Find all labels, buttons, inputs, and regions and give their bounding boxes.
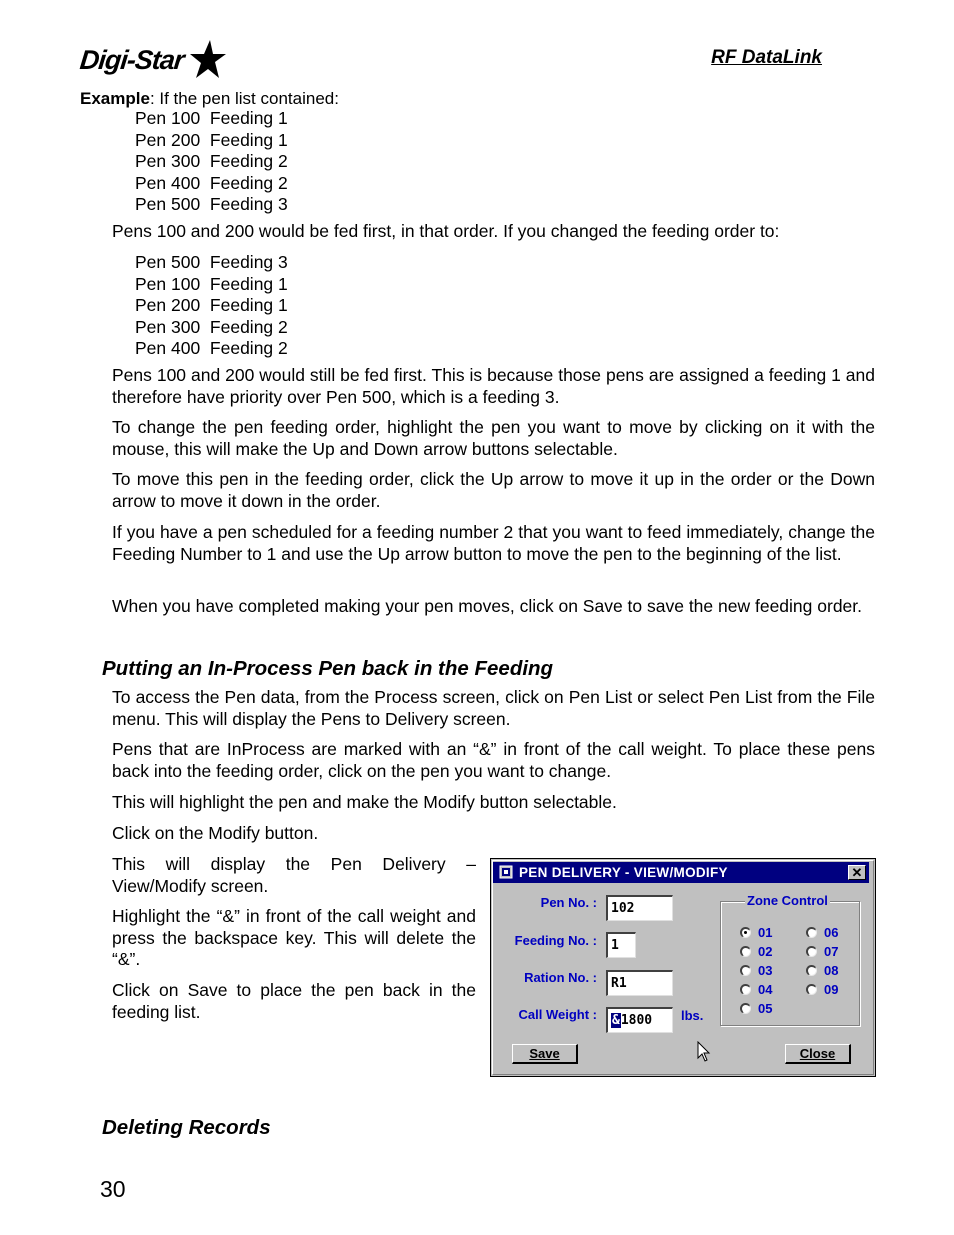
paragraph: To access the Pen data, from the Process screen, click on Pen List or select Pen List from the File menu. This will display the Pens to Delivery screen.	[112, 687, 875, 729]
zone-radio-03[interactable]: 03	[740, 963, 772, 978]
paragraph: To move this pen in the feeding order, click the Up arrow to move it up in the order or the Down arrow to move it down in the order.	[112, 469, 875, 511]
inprocess-marker: &	[612, 1013, 620, 1028]
pen-no-field[interactable]: 102	[606, 895, 673, 921]
dialog-title: PEN DELIVERY - VIEW/MODIFY	[519, 865, 728, 880]
list-item: Pen 200 Feeding 1	[135, 129, 288, 150]
radio-icon	[740, 946, 751, 957]
paragraph: Pens 100 and 200 would be fed first, in that order. If you changed the feeding order to:	[112, 221, 780, 241]
zone-control-group	[720, 893, 860, 1026]
page-number: 30	[100, 1176, 126, 1202]
zone-radio-07[interactable]: 07	[806, 944, 838, 959]
list-item: Pen 300 Feeding 2	[135, 316, 288, 337]
doc-title: RF DataLink	[711, 47, 822, 68]
example-label: Example	[80, 89, 150, 108]
ration-no-field[interactable]: R1	[606, 970, 673, 996]
list-item: Pen 400 Feeding 2	[135, 338, 288, 359]
paragraph: This will display the Pen Delivery – View/Modify screen.	[112, 854, 476, 896]
zone-radio-02[interactable]: 02	[740, 944, 772, 959]
feeding-no-label: Feeding No. :	[514, 933, 597, 948]
radio-icon	[806, 927, 817, 938]
ration-no-label: Ration No. :	[524, 970, 597, 985]
call-weight-value: 1800	[620, 1013, 653, 1028]
paragraph: This will highlight the pen and make the Modify button selectable.	[112, 792, 617, 812]
zone-radio-04[interactable]: 04	[740, 982, 772, 997]
paragraph: When you have completed making your pen moves, click on Save to save the new feeding order.	[112, 596, 863, 616]
section-heading: Putting an In-Process Pen back in the Feeding	[102, 657, 554, 680]
save-button[interactable]: Save	[512, 1044, 578, 1064]
paragraph: Click on Save to place the pen back in the feeding list.	[112, 980, 476, 1022]
paragraph: Highlight the “&” in front of the call weight and press the backspace key. This will delete the “&”.	[112, 906, 476, 970]
pen-list-2	[135, 252, 288, 360]
call-weight-label: Call Weight :	[518, 1007, 597, 1022]
radio-selected-icon	[740, 927, 751, 938]
paragraph: To change the pen feeding order, highlight the pen you want to move by clicking on it with the mouse, this will make the Up and Down arrow buttons selectable.	[112, 417, 875, 459]
radio-icon	[740, 965, 751, 976]
pen-no-label: Pen No. :	[540, 895, 597, 910]
close-icon[interactable]: ✕	[848, 865, 866, 880]
list-item: Pen 100 Feeding 1	[135, 108, 288, 128]
paragraph: Pens that are InProcess are marked with an “&” in front of the call weight. To place these pens back into the feeding order, click on the pen you want to change.	[112, 739, 875, 781]
list-item: Pen 300 Feeding 2	[135, 151, 288, 172]
paragraph: Click on the Modify button.	[112, 823, 319, 843]
radio-icon	[740, 1003, 751, 1014]
radio-icon	[806, 946, 817, 957]
mouse-pointer-icon	[697, 1041, 711, 1063]
paragraph: Pens 100 and 200 would still be fed first. This is because those pens are assigned a feeding 1 and therefore have priority over Pen 500, which is a feeding 3.	[112, 365, 875, 407]
zone-radio-08[interactable]: 08	[806, 963, 838, 978]
paragraph: If you have a pen scheduled for a feeding number 2 that you want to feed immediately, change the Feeding Number to 1 and use the Up arrow button to move the pen to the beginning of the list.	[112, 522, 875, 564]
zone-radio-05[interactable]: 05	[740, 1001, 772, 1016]
list-item: Pen 500 Feeding 3	[135, 252, 288, 272]
list-item: Pen 200 Feeding 1	[135, 295, 288, 316]
example-intro-text: : If the pen list contained:	[149, 89, 339, 108]
zone-radio-06[interactable]: 06	[806, 925, 838, 940]
section-heading: Deleting Records	[102, 1116, 271, 1139]
list-item: Pen 400 Feeding 2	[135, 172, 288, 193]
weight-unit: lbs.	[681, 1008, 704, 1023]
star-icon	[182, 38, 226, 82]
digi-star-logo	[80, 38, 226, 82]
pen-delivery-dialog	[490, 858, 876, 1077]
zone-radio-09[interactable]: 09	[806, 982, 838, 997]
dialog-titlebar[interactable]	[493, 862, 869, 883]
close-button[interactable]: Close	[785, 1044, 851, 1064]
feeding-no-field[interactable]: 1	[606, 932, 636, 958]
list-item: Pen 500 Feeding 3	[135, 194, 288, 215]
zone-radio-01[interactable]: 01	[740, 925, 772, 940]
list-item: Pen 100 Feeding 1	[135, 273, 288, 294]
radio-icon	[740, 984, 751, 995]
example-intro	[80, 89, 339, 109]
radio-icon	[806, 965, 817, 976]
radio-icon	[806, 984, 817, 995]
app-icon	[499, 865, 513, 879]
pen-list-1	[135, 108, 288, 216]
logo-text: Digi-Star	[78, 44, 186, 75]
call-weight-field[interactable]	[606, 1007, 673, 1033]
zone-control-label: Zone Control	[747, 893, 828, 908]
